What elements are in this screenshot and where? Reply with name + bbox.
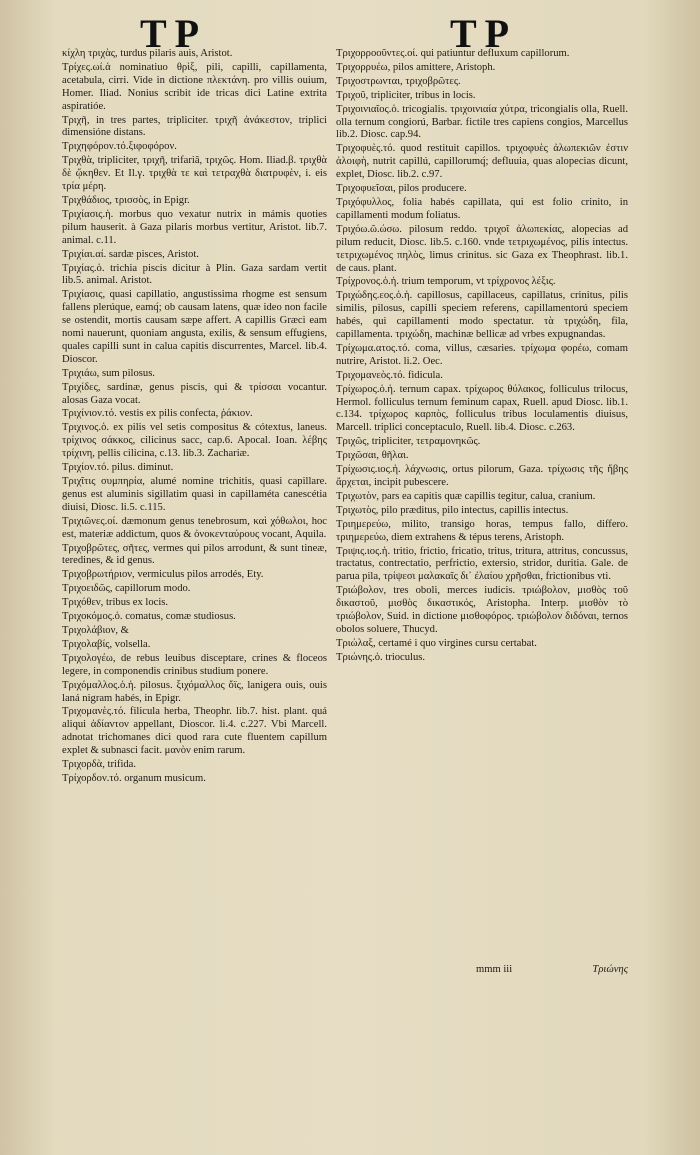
dictionary-entry: Τριώλαξ, certamé i quo virgines cursu certabat.	[336, 637, 537, 649]
dictionary-entry: Τρίχωρος.ὁ.ἡ. ternum capax. τρίχωρος θύλακος, folliculus trilocus, Hermol. folliculus ternum feminum capax, Ruell. apud Diosc. lib.1. c.134. τρίχωρος καρπὸς, folliculus tribus loculamentis diuisus, Marcell. triplici conceptaculo, Ruell. lib.4. Diosc. c.263.	[336, 383, 628, 434]
page-footer	[336, 964, 628, 980]
dictionary-entry: Τριχορροοῦντες.οί. qui patiuntur defluxum capillorum.	[336, 48, 570, 59]
dictionary-entry: Τριχοστρωνται, τριχοβρῶτες.	[336, 75, 461, 87]
dictionary-entry: Τριχιάω, sum pilosus.	[62, 367, 155, 379]
dictionary-entry: Τριχοῦ, tripliciter, tribus in locis.	[336, 89, 476, 101]
dictionary-entry: Τρίχες.ωί.ἁ nominatiuo θρὶξ, pili, capilli, capillamenta, acetabula, cirri. Vide in dictione πλεκτάνη. pro villis ouium, Homer. Iliad. Nonius scribit ide tricas dici Latine extrita aspiratióe.	[62, 61, 327, 112]
dictionary-entry: Τρίχωσις.ιος.ἡ. λάχνωσις, ortus pilorum, Gaza. τρίχωσις τῆς ἥβης ἄρχεται, incipit pubescere.	[336, 464, 628, 488]
dictionary-entry: Τριημερεύω, milito, transigo horas, tempus fallo, differo. τριημερεύω, diem extrahens & tépus terens, Aristoph.	[336, 518, 628, 543]
dictionary-entry: Τριχῶς, tripliciter, τετραμονηκῶς.	[336, 436, 481, 448]
signature-mark: mmm iii	[476, 964, 513, 975]
dictionary-entry: Τριχομανεὸς.τό. fidicula.	[336, 369, 443, 381]
dictionary-entry: Τριχίαι.αί. sardæ pisces, Aristot.	[62, 248, 199, 260]
dictionary-entry: Τριχίνιον.τό. vestis ex pilis confecta, ῥάκιον.	[62, 408, 253, 420]
dictionary-entry: Τριχόω.ῶ.ώσω. pilosum reddo. τριχοῖ ἀλωπεκίας, alopecias ad pilum reducit, Diosc. lib.5. c.160. vnde τετριχωμένος, pilis intectus. τετριχωμένος πηλὸς, limus crinitus. sic Gaza ex Theophrast. lib.1. de caus. plant.	[336, 223, 628, 274]
dictionary-entry: Τριψις.ιος.ἡ. tritio, frictio, fricatio, tritus, tritura, attritus, concussus, tractatus, contrectatio, perfrictio, extersio, stridor, duritia. Gale. de parua pila, τρίψεσι μαλακαῖς δι᾽ ἐλαίου χρῆσθαι, frictionibus vti.	[336, 545, 628, 583]
dictionary-entry: Τριχωτὸν, pars ea capitis quæ capillis tegitur, calua, cranium.	[336, 490, 596, 502]
dictionary-entry: Τριχοβρῶτες, σῆτες, vermes qui pilos arrodunt, & sunt tineæ, teredines, & id genus.	[62, 542, 327, 567]
dictionary-entry: Τριχολάβιον, &	[62, 624, 129, 636]
dictionary-entry: Τριώβολον, tres oboli, merces iudicis. τριώβολον, μισθὸς τοῦ δικαστοῦ, μισθὸς δικαστικός, Aristopha. Interp. μισθὸν τὸ τριώβολον, Suid. in dictione μισθοφόρος. τριώβολον διδόναι, ternos obolos soluere, Thucyd.	[336, 585, 628, 635]
dictionary-entry: Τριχθάδιος, τρισσὸς, in Epigr.	[62, 194, 190, 206]
dictionary-entry: Τριχιῶνες.οί. dæmonum genus tenebrosum, καὶ χόθωλοι, hoc est, materiæ addictum, quos & ὀνοκενταύρους vocant, Aquila.	[62, 515, 327, 540]
dictionary-entry: Τριχώδης.εος.ὁ.ἡ. capillosus, capillaceus, capillatus, crinitus, pilis similis, pilosus, capilli speciem referens, capillamentorú speciem habés, qui capillamenti modo spectatur. τὰ τριχώδη, fila, capillamenta. τριχώδη, machinæ bellicæ ad vrbes expugnandas.	[336, 290, 628, 341]
dictionary-entry: Τριχίον.τό. pilus. diminut.	[62, 462, 174, 474]
dictionary-entry: Τριχθὰ, tripliciter, τριχῆ, trifariâ, τριχῶς. Hom. Iliad.β. τριχθὰ δὲ ᾤκηθεν. Et Il.γ. τριχθὰ τε καὶ τετραχθὰ διατρυφὲν, i. eis τρία μέρη.	[62, 155, 327, 193]
dictionary-entry: Τριχολογέω, de rebus leuibus disceptare, crines & floceos legere, in componendis crinibus studium ponere.	[62, 652, 327, 677]
dictionary-entry: Τριχοβρωτήριον, vermiculus pilos arrodés, Ety.	[62, 569, 264, 581]
dictionary-entry: Τριχομανὲς.τό. filicula herba, Theophr. lib.7. hist. plant. quá aliqui ἀδίαντον appellant, Dioscor. li.4. c.227. Vbi Marcell. adnotat trichomanes dici quod rara cute fluentem capillum explet & subnasci facit. μανὸν enim rarum.	[62, 706, 327, 757]
running-head-right: TP	[450, 11, 518, 56]
dictionary-entry: Τριχῆ, in tres partes, tripliciter. τριχῆ ἀνάκεστον, triplici dimensióne distans.	[62, 114, 327, 139]
right-column	[336, 48, 628, 666]
catchword: Τριώνης	[592, 964, 628, 975]
dictionary-entry: Τριχορρυέω, pilos amittere, Aristoph.	[336, 61, 496, 73]
dictionary-entry: Τριχόθεν, tribus ex locis.	[62, 597, 169, 609]
dictionary-entry: Τριχορδὰ, trifida.	[62, 759, 137, 771]
dictionary-entry: κίχλη τριχὰς, turdus pilaris auis, Aristot.	[62, 48, 233, 59]
dictionary-entry: Τριχίασις, quasi capillatio, angustissima rhogme est sensum fallens plerúque, eamq́; ob causam latens, quæ ideo non facile se ostendit, mortis causam sæpe affert. A capillis Græci eam nomi nauerunt, quoniam angusta, exilis, & sensum effugiens, quales capilli sunt in calua capitis discurrentes, Marcel. lib.4. Dioscor.	[62, 289, 327, 365]
dictionary-entry: Τριχωτὸς, pilo præditus, pilo intectus, capillis intectus.	[336, 504, 569, 516]
dictionary-entry: Τρίχωμα.ατος.τό. coma, villus, cæsaries. τρίχωμα φορέω, comam nutrire, Aristot. li.2. Oec.	[336, 342, 628, 367]
dictionary-entry: Τριχίας.ὁ. trichia piscis dicitur à Plin. Gaza sardam vertit lib.5. animal. Aristot.	[62, 262, 327, 287]
dictionary-entry: Τριχοκόμος.ὁ. comatus, comæ studiosus.	[62, 611, 236, 623]
dictionary-entry: Τρίχορδον.τό. organum musicum.	[62, 772, 206, 784]
dictionary-entry: Τριχολαβίς, volsella.	[62, 638, 151, 650]
dictionary-entry: Τριχοειδῶς, capillorum modo.	[62, 583, 191, 595]
dictionary-entry: Τριχοφυὲς.τό. quod restituit capillos. τριχοφυὲς ἀλωπεκιῶν ἐστιν ἀλοιφὴ, nutrit capillú, capillorumq́; defluuia, quas alopecias dicunt, explet, Diosc. lib.2. c.97.	[336, 143, 628, 181]
dictionary-entry: Τριχοινιαῖος.ὁ. tricogialis. τριχοινιαία χύτρα, tricongialis olla, Ruell. olla ternum congiorú, Barbar. fictile tres capiens congios, Marcellus lib.2. Diosc. cap.94.	[336, 103, 628, 141]
dictionary-entry: Τρίχρονος.ὁ.ἡ. trium temporum, vt τρίχρονος λέξις.	[336, 276, 556, 288]
dictionary-entry: Τριχόμαλλος.ὁ.ἡ. pilosus. ξιχόμαλλος ὄϊς, lanigera ouis, ouis laná nigram habés, in Epigr.	[62, 679, 327, 704]
dictionary-entry: Τριχηφόρον.τό.ξιφοφόρον.	[62, 141, 177, 153]
dictionary-entry: Τριχινος.ὁ. ex pilis vel setis compositus & cótextus, laneus. τρίχινος σάκκος, cilicinus sacc, cap.6. Apocal. Ioan. λέβης τρίχινη, pellis cilicina, c.13. lib.3. Zachariæ.	[62, 422, 327, 460]
dictionary-entry: Τριχίδες, sardinæ, genus piscis, qui & τρίσσαι vocantur. alosas Gaza vocat.	[62, 381, 327, 406]
running-head-left: TP	[140, 11, 208, 56]
dictionary-entry: Τριχόφυλλος, folia habés capillata, qui est folio crinito, in capillamenti modum foliatus.	[336, 196, 628, 221]
dictionary-entry: Τριχοφυεῖσαι, pilos producere.	[336, 183, 467, 195]
left-column	[62, 48, 327, 787]
dictionary-entry: Τριχῶσαι, θῆλαι.	[336, 450, 409, 462]
dictionary-entry: Τριχίασις.ἡ. morbus quo vexatur nutrix in mámis quoties pilum hauserit. à Gaza pilaris morbus vertitur, Aristot. lib.7. animal. c.11.	[62, 208, 327, 246]
dictionary-entry: Τριώνης.ὁ. trioculus.	[336, 651, 426, 663]
dictionary-entry: Τριχῖτις συμπηρία, alumé nomine trichitis, quasi capillare. genus est aluminis sigillatim quasi in capillaméta canescétia diuisi, Diosc. li.5. c.115.	[62, 476, 327, 513]
